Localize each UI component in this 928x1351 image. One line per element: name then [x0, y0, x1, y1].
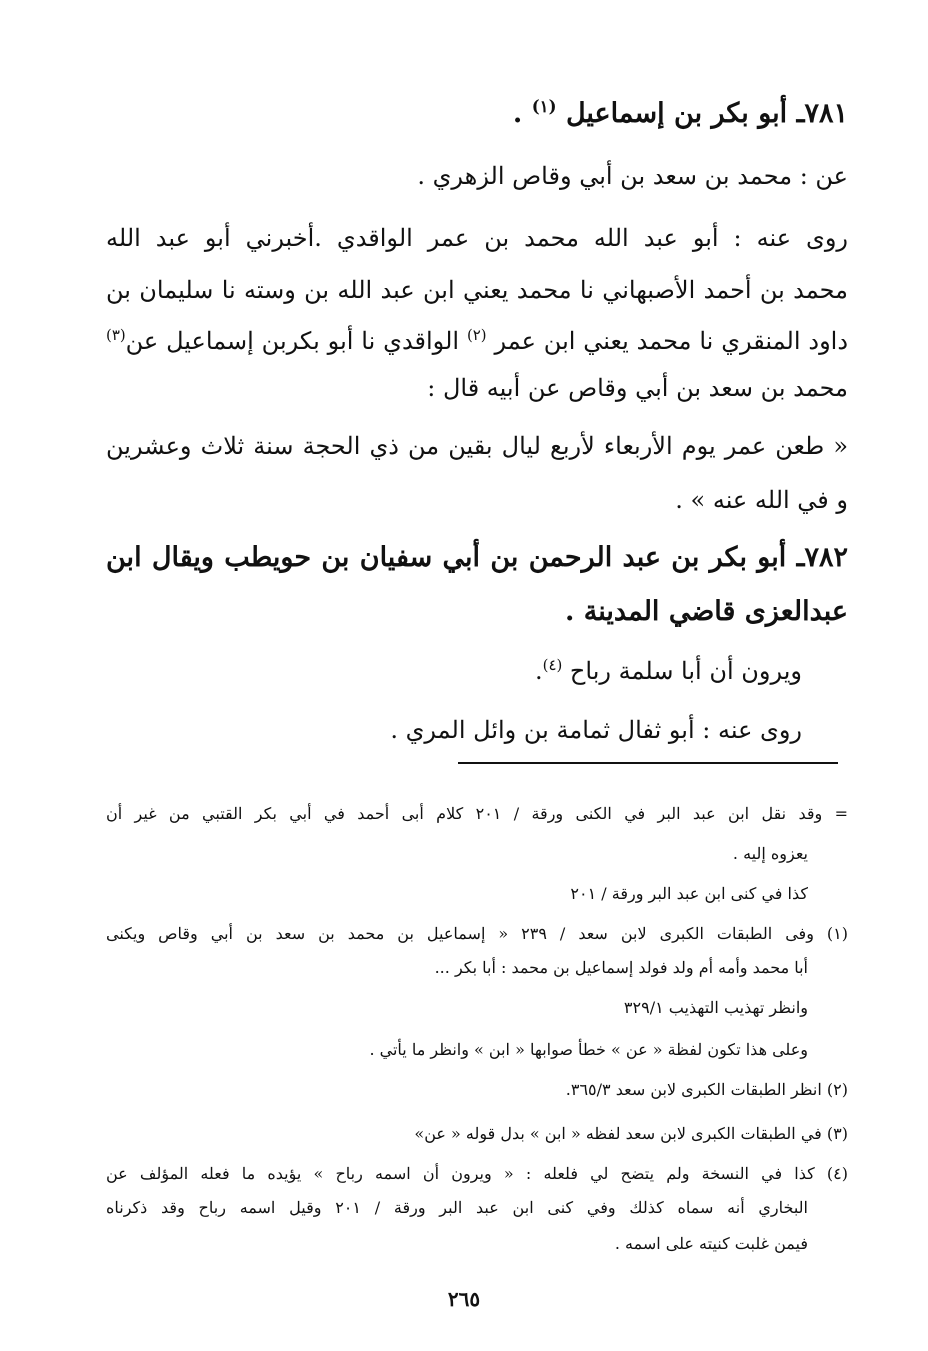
- entry-781-quote-line-2: و في الله عنه » .: [675, 486, 848, 514]
- entry-781-riwaya-line-3: [106, 326, 848, 355]
- footnote-ref-2: (٢): [466, 326, 487, 344]
- entry-781-quote-line-1: « طعن عمر يوم الأربعاء لأربع ليال بقين من ذي الحجة سنة ثلاث وعشرين: [106, 432, 848, 460]
- footnote-4-line-1: (٤) كذا في النسخة ولم يتضح لي فلعله : « ويرون أن اسمه رباح » يؤيده ما فعله المؤلف عن: [106, 1164, 849, 1183]
- footnote-4-line-3: فيمن غلبت كنيته على اسمه .: [614, 1234, 808, 1253]
- footnote-ref-3: (٣): [106, 326, 126, 344]
- footnote-ref-4: (٤): [542, 656, 563, 674]
- footnote-1-line-4: وعلى هذا تكون لفظة « عن » خطأ صوابها « ابن » وانظر ما يأتي .: [369, 1040, 808, 1059]
- footnote-3: (٣) في الطبقات الكبرى لابن سعد لفظه « ابن » بدل قوله « عن»: [414, 1124, 848, 1143]
- entry-782-riwaya: روى عنه : أبو ثفال ثمامة بن وائل المري .: [390, 716, 802, 744]
- entry-782-heading-line-1: ٧٨٢ـ أبو بكر بن عبد الرحمن بن أبي سفيان بن حويطب ويقال ابن: [106, 542, 848, 573]
- entry-781-riwaya-line-4: محمد بن سعد بن أبي وقاص عن أبيه قال :: [427, 374, 848, 402]
- footnote-separator: [458, 762, 838, 764]
- footnote-1-line-2: أبا محمد وأمه أم ولد فولد إسماعيل بن محمد : أبا بكر ...: [434, 958, 808, 977]
- entry-782-yarawn: [106, 656, 802, 685]
- footnote-4-line-2: البخاري أنه سماه كذلك وفي كنى ابن عبد البر ورقة / ٢٠١ وقيل اسمه رباح وقد ذكرناه: [106, 1198, 809, 1217]
- footnote-continued-line-2: يعزوه إليه .: [732, 844, 808, 863]
- yarawn-text: ويرون أن أبا سلمة رباح: [569, 657, 802, 685]
- footnote-continued-line-3: كذا في كنى ابن عبد البر ورقة / ٢٠١: [570, 884, 808, 903]
- entry-781-riwaya-line-2: محمد بن أحمد الأصبهاني نا محمد يعني ابن عبد الله بن وسته نا سليمان بن: [106, 276, 848, 304]
- entry-781-an: عن : محمد بن سعد بن أبي وقاص الزهري .: [417, 162, 848, 190]
- footnote-ref-1: (١): [531, 96, 557, 116]
- entry-781-riwaya-line-1: روى عنه : أبو عبد الله محمد بن عمر الواقدي .أخبرني أبو عبد الله: [106, 224, 848, 252]
- footnote-1-line-3: وانظر تهذيب التهذيب ٣٢٩/١: [623, 998, 808, 1017]
- heading-period: .: [512, 98, 523, 129]
- riwaya-line-3-part-a: داود المنقري نا محمد يعني ابن عمر: [494, 327, 849, 355]
- footnote-1-line-1: (١) وفى الطبقات الكبرى لابن سعد / ٢٣٩ « إسماعيل بن محمد بن سعد بن أبي وقاص ويكنى: [106, 924, 848, 943]
- yarawn-period: .: [535, 657, 543, 685]
- footnote-2: (٢) انظر الطبقات الكبرى لابن سعد ٣٦٥/٣.: [565, 1080, 848, 1099]
- riwaya-line-3-part-b: الواقدي نا أبو بكربن إسماعيل عن: [125, 327, 460, 355]
- entry-782-heading-line-2: عبدالعزى قاضي المدينة .: [564, 596, 848, 627]
- entry-781-heading: [106, 96, 848, 129]
- entry-781-heading-text: ٧٨١ـ أبو بكر بن إسماعيل: [565, 98, 848, 129]
- footnote-continued-line-1: = وقد نقل ابن عبد البر في الكنى ورقة / ٢٠١ كلام أبى أحمد في أبي بكر القتبي من غير أن: [106, 804, 849, 823]
- page-number: ٢٦٥: [447, 1287, 481, 1311]
